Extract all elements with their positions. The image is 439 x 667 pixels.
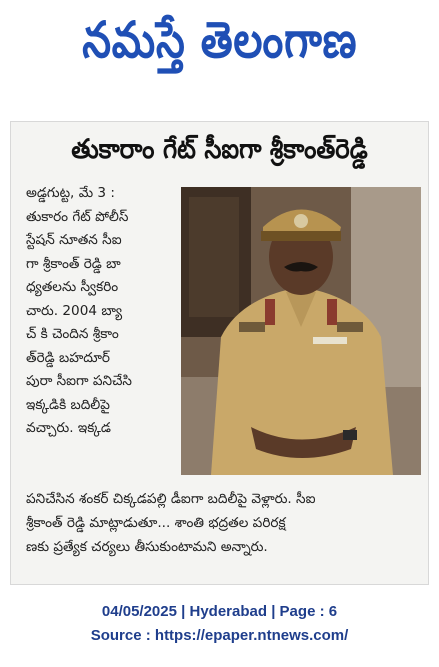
officer-photo [181, 187, 421, 475]
body-line: శ్రీకాంత్ రెడ్డి మాట్లాడుతూ... శాంతి భద్రతల పరిరక్ష [26, 515, 286, 531]
source-url: Source : https://epaper.ntnews.com/ [90, 627, 349, 644]
column-line: చారు. 2004 బ్యా [26, 302, 123, 319]
column-line: చ్ కి చెందిన శ్రీకాం [26, 326, 119, 342]
newspaper-logo: నమస్తే తెలంగాణ [81, 11, 358, 69]
news-clipping [10, 121, 429, 585]
column-line: తుకారం గేట్ పోలీస్ [26, 208, 129, 225]
officer-photo-illustration [181, 187, 421, 475]
body-line: పనిచేసిన శంకర్ చిక్కడపల్లి డీఐగా బదిలీపై వెళ్లారు. సీఐ [26, 491, 316, 507]
column-line: స్టేషన్ నూతన సీఐ [26, 232, 122, 248]
article-body-text [26, 487, 422, 559]
date-edition-page: 04/05/2025 | Hyderabad | Page : 6 [101, 603, 338, 620]
body-line: ణకు ప్రత్యేక చర్యలు తీసుకుంటామని అన్నారు. [26, 539, 268, 555]
column-line: త్‌రెడ్డి బహదూర్ [26, 349, 110, 366]
article-column-text [26, 182, 176, 441]
column-line: అడ్డగుట్ట, మే 3 : [26, 185, 115, 201]
column-line: వచ్చారు. ఇక్కడ [26, 420, 111, 436]
masthead [0, 0, 439, 80]
column-line: గా శ్రీకాంత్ రెడ్డి బా [26, 255, 121, 272]
column-line: ధ్యతలను స్వీకరిం [26, 279, 119, 295]
column-line: ఇక్కడికి బదిలీపై [26, 396, 110, 413]
source-footer [0, 600, 439, 648]
column-line: పురా సీఐగా పనిచేసి [26, 373, 132, 389]
article-headline: తుకారాం గేట్ సీఐగా శ్రీకాంత్‌రెడ్డి [71, 134, 368, 165]
